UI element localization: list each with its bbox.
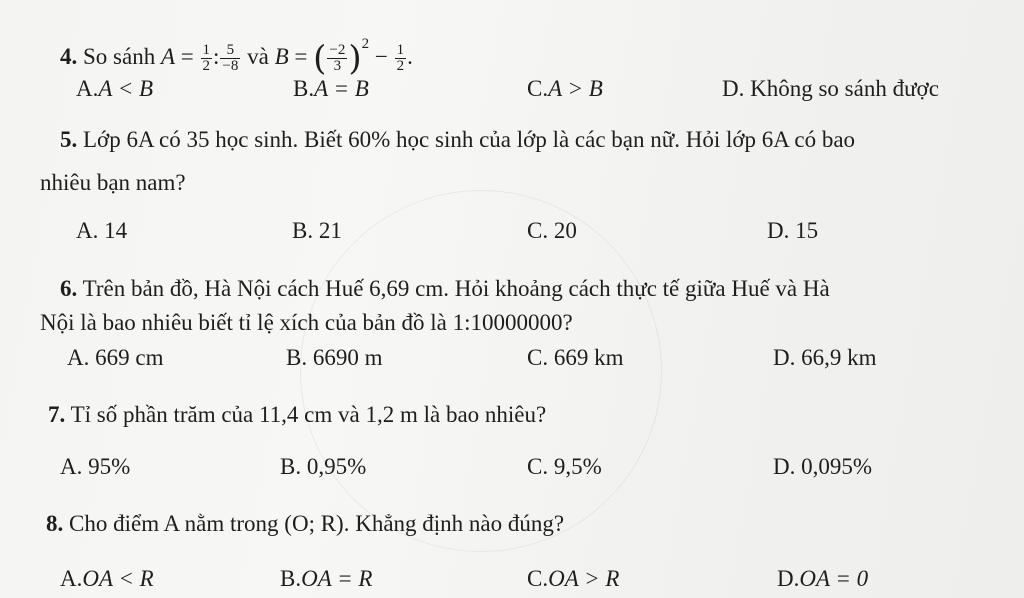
eq-sign-2: = — [294, 44, 308, 69]
option-label: B. — [280, 566, 302, 591]
stem-prefix: So sánh — [83, 44, 156, 69]
option-label: D. — [773, 345, 796, 370]
option-text: 20 — [553, 218, 577, 243]
option-text: A < B — [98, 76, 154, 101]
question-number: 4. — [60, 44, 78, 69]
option-text: OA < R — [82, 566, 154, 591]
option-c[interactable] — [527, 564, 619, 594]
fraction-3: $\frac{-2}{3}$ — [329, 42, 346, 75]
option-label: A. — [60, 566, 83, 591]
stem-text: Lớp 6A có 35 học sinh. Biết 60% học sinh của lớp là các bạn nữ. Hỏi lớp 6A có bao — [83, 127, 856, 152]
question-7-stem — [48, 396, 546, 433]
question-number: 8. — [46, 511, 64, 536]
minus-sign: − — [374, 44, 388, 69]
option-text: OA = 0 — [799, 566, 869, 591]
option-label: A. — [67, 345, 90, 370]
option-label: A. — [76, 218, 99, 243]
option-label: B. — [293, 76, 315, 101]
question-number: 7. — [48, 402, 66, 427]
option-label: A. — [76, 76, 99, 101]
option-label: C. — [527, 76, 549, 101]
option-text: 14 — [104, 218, 128, 243]
question-6-line-2: Nội là bao nhiêu biết tỉ lệ xích của bản đồ là 1:10000000? — [40, 310, 573, 335]
stem-text: Tỉ số phần trăm của 11,4 cm và 1,2 m là bao nhiêu? — [70, 402, 547, 427]
question-number: 5. — [60, 127, 78, 152]
fraction-2: $\frac{5}{-8}$ — [222, 42, 239, 75]
option-label: A. — [60, 454, 83, 479]
option-a[interactable] — [76, 216, 127, 246]
period: . — [407, 44, 413, 69]
fraction-4: $\frac{1}{2}$ — [396, 42, 405, 75]
question-6-line-1 — [60, 270, 830, 307]
option-label: D. — [773, 454, 796, 479]
option-text: 9,5% — [553, 454, 602, 479]
question-8-stem — [46, 505, 564, 542]
option-a[interactable] — [76, 74, 153, 104]
fraction-1: $\frac{1}{2}$ — [202, 42, 210, 75]
option-d[interactable] — [767, 216, 818, 246]
option-text: 15 — [795, 218, 819, 243]
option-label: B. — [280, 454, 302, 479]
option-text: OA > R — [548, 566, 620, 591]
colon: : — [213, 44, 220, 69]
option-label: C. — [527, 566, 549, 591]
option-b[interactable] — [293, 74, 369, 104]
var-b: B — [274, 44, 289, 69]
option-text: 669 cm — [95, 345, 164, 370]
option-text: 6690 m — [312, 345, 383, 370]
stem-text: Cho điểm A nằm trong (O; R). Khẳng định nào đúng? — [69, 511, 565, 536]
option-text: 21 — [318, 218, 342, 243]
option-c[interactable] — [527, 74, 603, 104]
option-text: 95% — [88, 454, 131, 479]
option-text: 0,095% — [801, 454, 873, 479]
option-a[interactable] — [60, 452, 130, 482]
option-label: D. — [777, 566, 800, 591]
question-4-stem: 4. So sánh A = $\frac{1}{2}$ : $\frac{5}{-8}$ và B = ( $\frac{-2}{3}$ )$^2$ − $\frac{1}{2}$ . — [60, 36, 413, 79]
option-label: B. — [292, 218, 314, 243]
option-d[interactable] — [777, 564, 868, 594]
option-c[interactable] — [527, 452, 602, 482]
option-label: C. — [527, 345, 549, 370]
option-a[interactable] — [60, 564, 154, 594]
option-text: OA = R — [301, 566, 373, 591]
option-b[interactable] — [292, 216, 342, 246]
option-label: B. — [286, 345, 308, 370]
question-5-line-1 — [60, 121, 855, 158]
question-number: 6. — [60, 276, 78, 301]
option-c[interactable] — [527, 343, 623, 373]
option-b[interactable] — [280, 452, 366, 482]
option-d[interactable] — [773, 452, 872, 482]
eq-sign: = — [180, 44, 194, 69]
exponent: 2 — [361, 36, 370, 52]
option-d[interactable] — [722, 74, 939, 104]
option-label: D. — [767, 218, 790, 243]
question-5-line-2: nhiêu bạn nam? — [40, 170, 186, 195]
option-a[interactable] — [67, 343, 163, 373]
option-b[interactable] — [286, 343, 382, 373]
option-text: 66,9 km — [801, 345, 877, 370]
option-b[interactable] — [280, 564, 372, 594]
option-c[interactable] — [527, 216, 577, 246]
and-word: và — [247, 44, 269, 69]
option-label: C. — [527, 218, 549, 243]
option-text: Không so sánh được — [750, 76, 939, 101]
var-a: A — [160, 44, 176, 69]
option-d[interactable] — [773, 343, 877, 373]
option-label: C. — [527, 454, 549, 479]
option-text: 669 km — [553, 345, 624, 370]
stem-text: Trên bản đồ, Hà Nội cách Huế 6,69 cm. Hỏi khoảng cách thực tế giữa Huế và Hà — [82, 276, 830, 301]
option-text: 0,95% — [306, 454, 367, 479]
option-label: D. — [722, 76, 745, 101]
option-text: A > B — [548, 76, 603, 101]
option-text: A = B — [314, 76, 369, 101]
